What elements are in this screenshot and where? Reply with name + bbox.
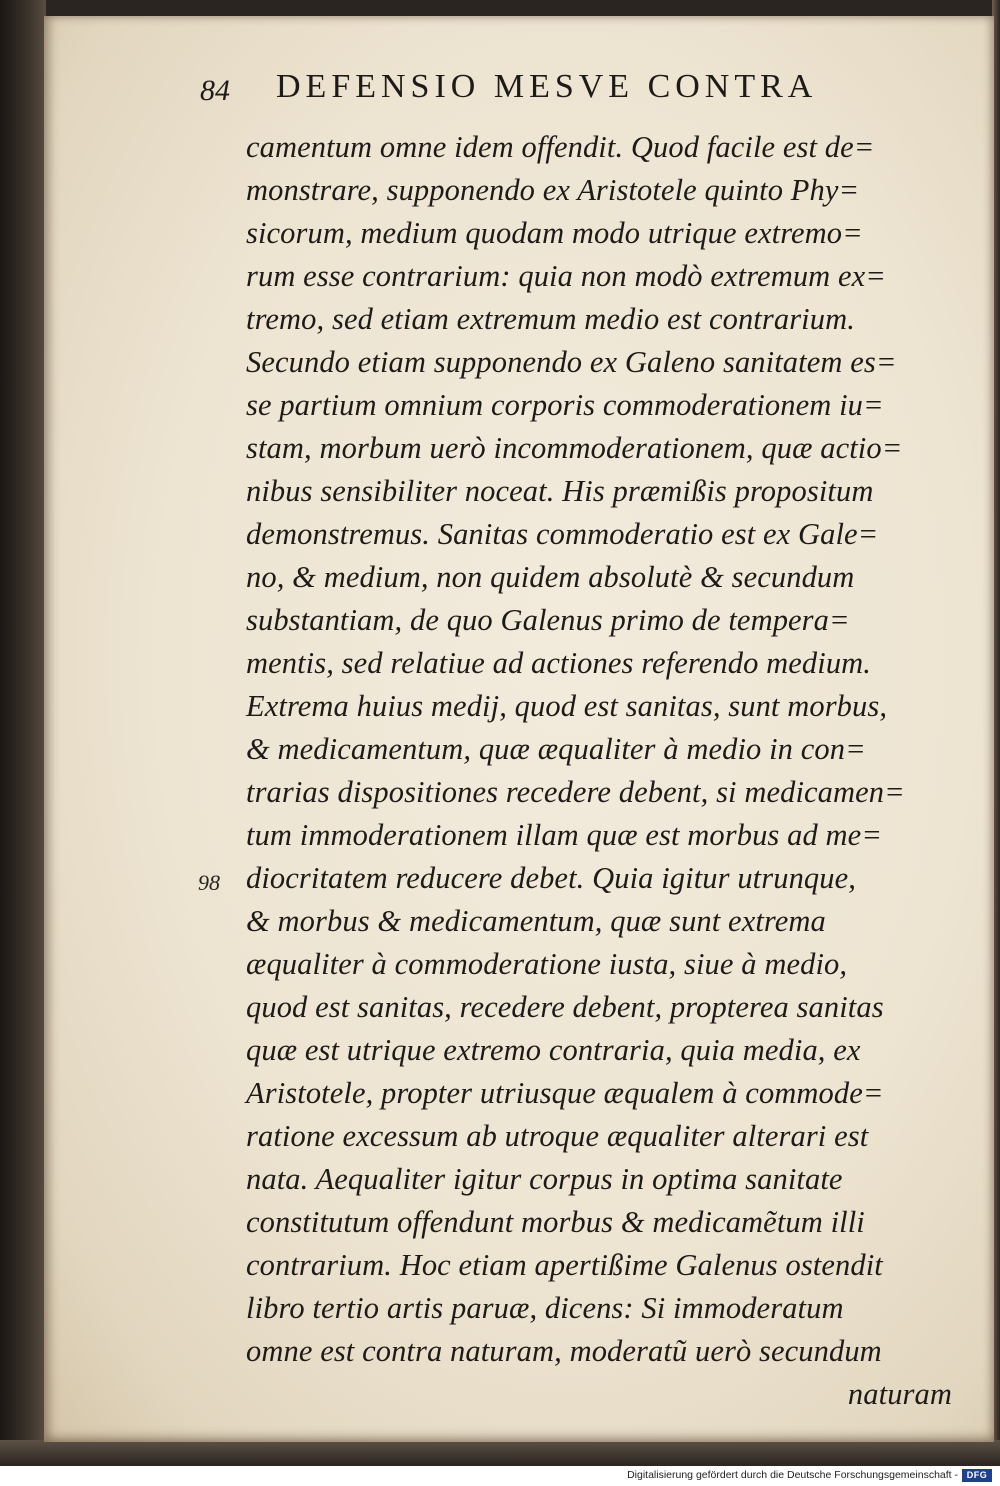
text-line: Secundo etiam supponendo ex Galeno sanitatem es=	[246, 345, 897, 379]
text-line: tum immoderationem illam quæ est morbus ad me=	[246, 818, 883, 852]
running-head: DEFENSIO MESVE CONTRA	[276, 68, 818, 105]
text-line: tremo, sed etiam extremum medio est contrarium.	[246, 302, 855, 336]
page-header	[200, 68, 920, 128]
text-line: Aristotele, propter utriusque æqualem à commode=	[246, 1076, 884, 1110]
text-line: quod est sanitas, recedere debent, propterea sanitas	[246, 990, 884, 1024]
text-line: quæ est utrique extremo contraria, quia media, ex	[246, 1033, 861, 1067]
text-line: sicorum, medium quodam modo utrique extremo=	[246, 216, 863, 250]
text-line: camentum omne idem offendit. Quod facile est de=	[246, 130, 875, 164]
text-line: monstrare, supponendo ex Aristotele quinto Phy=	[246, 173, 860, 207]
dfg-logo: DFG	[962, 1469, 992, 1482]
page-number: 84	[200, 74, 230, 107]
text-line: trarias dispositiones recedere debent, si medicamen=	[246, 775, 905, 809]
text-line: substantiam, de quo Galenus primo de tempera=	[246, 603, 850, 637]
text-line: & morbus & medicamentum, quæ sunt extrema	[246, 904, 826, 938]
catchword: naturam	[847, 1377, 952, 1411]
margin-note: 98	[198, 870, 220, 895]
footer-bar	[0, 1466, 1000, 1486]
funding-credit: Digitalisierung gefördert durch die Deutsche Forschungsgemeinschaft -	[627, 1469, 958, 1481]
text-line: libro tertio artis paruæ, dicens: Si immoderatum	[246, 1291, 844, 1325]
text-line: diocritatem reducere debet. Quia igitur utrunque,	[246, 861, 856, 895]
text-line: stam, morbum uerò incommoderationem, quæ actio=	[246, 431, 903, 465]
text-line: æqualiter à commoderatione iusta, siue à medio,	[246, 947, 848, 981]
text-line: se partium omnium corporis commoderationem iu=	[246, 388, 884, 422]
text-line: nibus sensibiliter noceat. His præmißis propositum	[246, 474, 874, 508]
text-line: omne est contra naturam, moderatũ uerò secundum	[246, 1334, 882, 1368]
text-line: contrarium. Hoc etiam apertißime Galenus ostendit	[246, 1248, 883, 1282]
text-line: rum esse contrarium: quia non modò extremum ex=	[246, 259, 886, 293]
text-line: Extrema huius medij, quod est sanitas, sunt morbus,	[246, 689, 888, 723]
text-line: no, & medium, non quidem absolutè & secundum	[246, 560, 855, 594]
text-line: mentis, sed relatiue ad actiones referendo medium.	[246, 646, 872, 680]
text-line: & medicamentum, quæ æqualiter à medio in con=	[246, 732, 866, 766]
text-line: ratione excessum ab utroque æqualiter alterari est	[246, 1119, 869, 1153]
text-line: nata. Aequaliter igitur corpus in optima sanitate	[246, 1162, 843, 1196]
bottom-edge	[0, 1440, 1000, 1466]
text-line: constitutum offendunt morbus & medicamẽtum illi	[246, 1205, 865, 1239]
text-line: demonstremus. Sanitas commoderatio est ex Gale=	[246, 517, 879, 551]
binding-edge	[0, 0, 46, 1466]
body-text	[246, 126, 958, 1426]
